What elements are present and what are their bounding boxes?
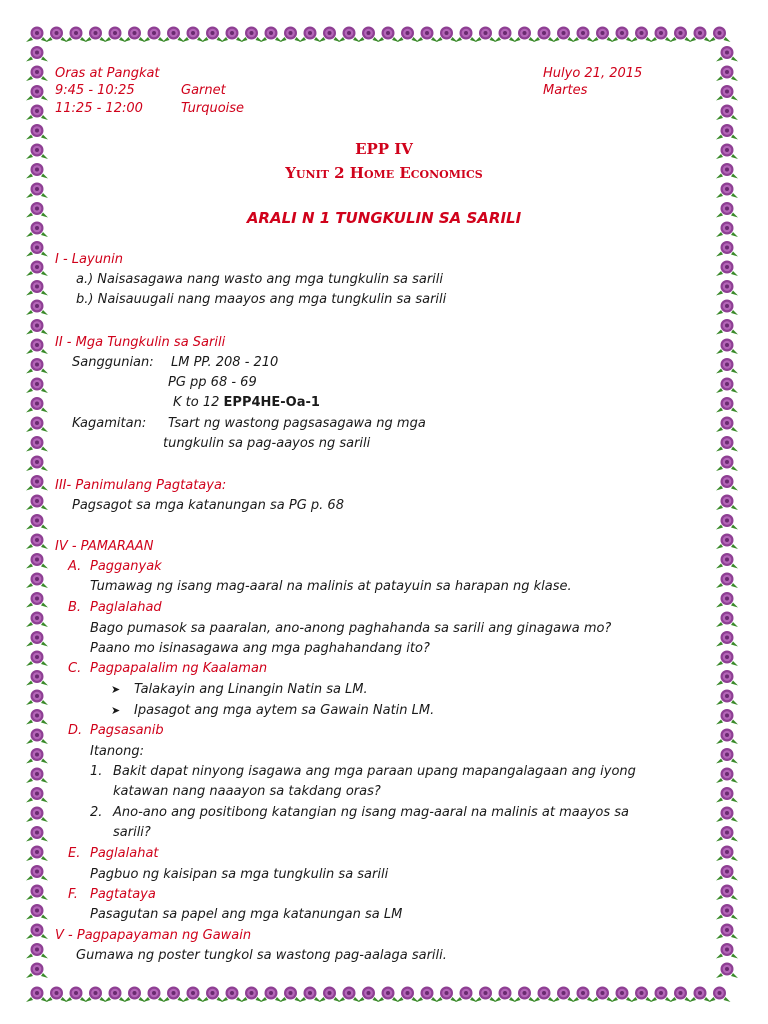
rose-icon xyxy=(26,66,48,82)
rose-icon xyxy=(716,241,738,257)
step-c-label: C. xyxy=(68,661,82,676)
rose-icon xyxy=(494,27,516,43)
rose-icon xyxy=(397,27,419,43)
rose-icon xyxy=(553,27,575,43)
rose-icon xyxy=(26,241,48,257)
section5-heading: V - Pagpapayaman ng Gawain xyxy=(55,928,252,943)
rose-icon xyxy=(26,963,48,979)
rose-icon xyxy=(716,339,738,355)
question-2-line1: Ano-ano ang positibong katangian ng isang mag-aaral na malinis at maayos sa xyxy=(113,805,629,820)
rose-icon xyxy=(182,987,204,1003)
rose-icon xyxy=(716,885,738,901)
rose-icon xyxy=(26,807,48,823)
step-a-text: Tumawag ng isang mag-aaral na malinis at patayuin sa harapan ng klase. xyxy=(90,579,572,594)
rose-icon xyxy=(26,768,48,784)
step-f-title: Pagtataya xyxy=(90,887,156,902)
rose-icon xyxy=(26,475,48,491)
rose-icon xyxy=(572,987,594,1003)
rose-icon xyxy=(338,27,360,43)
rose-icon xyxy=(26,904,48,920)
unit-title: Yunit 2 Home Economics xyxy=(285,164,483,182)
rose-icon xyxy=(650,987,672,1003)
rose-icon xyxy=(716,183,738,199)
rose-icon xyxy=(358,27,380,43)
rose-icon xyxy=(716,690,738,706)
rose-icon xyxy=(716,592,738,608)
question-2-line2: sarili? xyxy=(113,825,151,840)
rose-icon xyxy=(26,495,48,511)
step-d-ask: Itanong: xyxy=(90,744,144,759)
rose-icon xyxy=(670,987,692,1003)
slot1-group: Garnet xyxy=(181,83,226,98)
rose-icon xyxy=(455,987,477,1003)
rose-icon xyxy=(85,27,107,43)
section5-text: Gumawa ng poster tungkol sa wastong pag-aalaga sarili. xyxy=(76,948,447,963)
rose-icon xyxy=(26,183,48,199)
reference-label: Sanggunian: xyxy=(72,355,154,370)
rose-icon xyxy=(260,987,282,1003)
rose-icon xyxy=(716,261,738,277)
rose-icon xyxy=(716,280,738,296)
rose-icon xyxy=(436,27,458,43)
rose-icon xyxy=(716,670,738,686)
rose-icon xyxy=(709,27,731,43)
rose-icon xyxy=(26,651,48,667)
rose-icon xyxy=(280,987,302,1003)
rose-icon xyxy=(26,846,48,862)
rose-icon xyxy=(26,573,48,589)
rose-icon xyxy=(46,27,68,43)
rose-icon xyxy=(689,987,711,1003)
rose-icon xyxy=(143,987,165,1003)
slot1-time: 9:45 - 10:25 xyxy=(55,83,135,98)
rose-icon xyxy=(26,826,48,842)
reference-k12-prefix: K to 12 xyxy=(173,395,220,410)
rose-icon xyxy=(416,987,438,1003)
rose-icon xyxy=(260,27,282,43)
question-1-line2: katawan nang naaayon sa takdang oras? xyxy=(113,784,381,799)
rose-icon xyxy=(716,456,738,472)
rose-icon xyxy=(299,987,321,1003)
rose-icon xyxy=(319,987,341,1003)
rose-icon xyxy=(124,987,146,1003)
bullet-arrow-icon: ➤ xyxy=(111,704,121,717)
rose-icon xyxy=(26,319,48,335)
rose-icon xyxy=(202,987,224,1003)
rose-icon xyxy=(124,27,146,43)
step-c-bullet1: Talakayin ang Linangin Natin sa LM. xyxy=(134,682,368,697)
rose-icon xyxy=(65,27,87,43)
step-b-title: Paglalahad xyxy=(90,600,162,615)
rose-icon xyxy=(716,768,738,784)
rose-icon xyxy=(716,514,738,530)
rose-icon xyxy=(716,358,738,374)
rose-icon xyxy=(163,987,185,1003)
rose-icon xyxy=(26,514,48,530)
rose-icon xyxy=(716,534,738,550)
step-e-label: E. xyxy=(68,846,81,861)
objective-b: b.) Naisauugali nang maayos ang mga tungkulin sa sarili xyxy=(76,292,447,307)
reference-k12-code: EPP4HE-Oa-1 xyxy=(223,395,320,410)
step-a-title: Pagganyak xyxy=(90,559,162,574)
rose-icon xyxy=(475,987,497,1003)
rose-icon xyxy=(494,987,516,1003)
schedule-label: Oras at Pangkat xyxy=(55,66,160,81)
materials-line2: tungkulin sa pag-aayos ng sarili xyxy=(163,436,371,451)
rose-icon xyxy=(716,417,738,433)
step-b-text1: Bago pumasok sa paaralan, ano-anong paghahanda sa sarili ang ginagawa mo? xyxy=(90,621,612,636)
section1-heading: I - Layunin xyxy=(55,252,124,267)
lesson-title: ARALI N 1 TUNGKULIN SA SARILI xyxy=(246,209,522,227)
section3-text: Pagsagot sa mga katanungan sa PG p. 68 xyxy=(72,498,344,513)
rose-icon xyxy=(26,670,48,686)
bullet-arrow-icon: ➤ xyxy=(111,683,121,696)
rose-icon xyxy=(377,27,399,43)
rose-icon xyxy=(670,27,692,43)
rose-icon xyxy=(716,807,738,823)
section3-heading: III- Panimulang Pagtataya: xyxy=(55,478,227,493)
section4-heading: IV - PAMARAAN xyxy=(55,539,154,554)
rose-icon xyxy=(26,729,48,745)
rose-icon xyxy=(299,27,321,43)
rose-icon xyxy=(716,573,738,589)
rose-icon xyxy=(104,27,126,43)
step-b-label: B. xyxy=(68,600,82,615)
rose-icon xyxy=(26,300,48,316)
rose-icon xyxy=(514,987,536,1003)
rose-icon xyxy=(143,27,165,43)
rose-icon xyxy=(716,66,738,82)
rose-icon xyxy=(455,27,477,43)
rose-icon xyxy=(26,865,48,881)
step-a-label: A. xyxy=(68,559,82,574)
step-d-title: Pagsasanib xyxy=(90,723,164,738)
rose-icon xyxy=(26,397,48,413)
rose-icon xyxy=(26,456,48,472)
reference-lm: LM PP. 208 - 210 xyxy=(171,355,279,370)
rose-icon xyxy=(104,987,126,1003)
rose-icon xyxy=(716,46,738,62)
rose-icon xyxy=(26,534,48,550)
step-e-title: Paglalahat xyxy=(90,846,159,861)
rose-icon xyxy=(716,378,738,394)
rose-icon xyxy=(26,339,48,355)
rose-icon xyxy=(26,358,48,374)
rose-icon xyxy=(26,592,48,608)
rose-icon xyxy=(716,748,738,764)
rose-icon xyxy=(631,27,653,43)
step-f-label: F. xyxy=(68,887,78,902)
rose-icon xyxy=(716,826,738,842)
lesson-date: Hulyo 21, 2015 xyxy=(543,66,643,81)
rose-icon xyxy=(221,987,243,1003)
rose-icon xyxy=(716,729,738,745)
step-c-title: Pagpapalalim ng Kaalaman xyxy=(90,661,268,676)
materials-line1: Tsart ng wastong pagsasagawa ng mga xyxy=(168,416,426,431)
rose-icon xyxy=(716,300,738,316)
rose-icon xyxy=(716,436,738,452)
rose-icon xyxy=(716,553,738,569)
rose-icon xyxy=(241,27,263,43)
rose-icon xyxy=(416,27,438,43)
step-b-text2: Paano mo isinasagawa ang mga paghahandang ito? xyxy=(90,641,430,656)
reference-k12 xyxy=(173,395,320,411)
rose-icon xyxy=(280,27,302,43)
rose-icon xyxy=(358,987,380,1003)
question-1-line1: Bakit dapat ninyong isagawa ang mga paraan upang mapangalagaan ang iyong xyxy=(113,764,636,779)
rose-icon xyxy=(716,85,738,101)
step-d-label: D. xyxy=(68,723,83,738)
rose-icon xyxy=(26,885,48,901)
lesson-day: Martes xyxy=(543,83,588,98)
rose-icon xyxy=(26,612,48,628)
rose-icon xyxy=(26,748,48,764)
rose-icon xyxy=(716,846,738,862)
rose-icon xyxy=(716,495,738,511)
rose-icon xyxy=(338,987,360,1003)
rose-icon xyxy=(716,319,738,335)
objective-a: a.) Naisasagawa nang wasto ang mga tungkulin sa sarili xyxy=(76,272,444,287)
rose-icon xyxy=(716,963,738,979)
rose-icon xyxy=(26,924,48,940)
rose-icon xyxy=(26,690,48,706)
step-e-text: Pagbuo ng kaisipan sa mga tungkulin sa sarili xyxy=(90,867,389,882)
rose-icon xyxy=(436,987,458,1003)
rose-icon xyxy=(202,27,224,43)
slot2-group: Turquoise xyxy=(181,101,245,116)
rose-icon xyxy=(592,27,614,43)
rose-icon xyxy=(182,27,204,43)
rose-icon xyxy=(716,651,738,667)
rose-icon xyxy=(611,987,633,1003)
rose-icon xyxy=(65,987,87,1003)
rose-icon xyxy=(650,27,672,43)
rose-icon xyxy=(716,787,738,803)
rose-icon xyxy=(716,904,738,920)
question-2-number: 2. xyxy=(90,805,103,820)
rose-icon xyxy=(716,124,738,140)
rose-icon xyxy=(514,27,536,43)
rose-icon xyxy=(572,27,594,43)
rose-icon xyxy=(26,85,48,101)
slot2-time: 11:25 - 12:00 xyxy=(55,101,143,116)
rose-icon xyxy=(716,612,738,628)
rose-icon xyxy=(716,105,738,121)
rose-icon xyxy=(26,417,48,433)
rose-icon xyxy=(397,987,419,1003)
rose-icon xyxy=(475,27,497,43)
rose-icon xyxy=(26,709,48,725)
rose-icon xyxy=(46,987,68,1003)
rose-icon xyxy=(26,553,48,569)
rose-icon xyxy=(26,261,48,277)
step-c-bullet2: Ipasagot ang mga aytem sa Gawain Natin LM. xyxy=(134,703,435,718)
rose-icon xyxy=(26,105,48,121)
rose-icon xyxy=(716,709,738,725)
step-f-text: Pasagutan sa papel ang mga katanungan sa LM xyxy=(90,907,403,922)
rose-icon xyxy=(26,787,48,803)
rose-icon xyxy=(716,397,738,413)
rose-icon xyxy=(716,924,738,940)
rose-icon xyxy=(553,987,575,1003)
rose-icon xyxy=(163,27,185,43)
rose-icon xyxy=(716,943,738,959)
rose-icon xyxy=(716,865,738,881)
rose-icon xyxy=(319,27,341,43)
rose-icon xyxy=(533,27,555,43)
rose-icon xyxy=(241,987,263,1003)
rose-icon xyxy=(26,27,48,43)
rose-icon xyxy=(377,987,399,1003)
rose-icon xyxy=(221,27,243,43)
question-1-number: 1. xyxy=(90,764,103,779)
rose-icon xyxy=(26,631,48,647)
rose-icon xyxy=(26,943,48,959)
section2-heading: II - Mga Tungkulin sa Sarili xyxy=(55,335,226,350)
rose-icon xyxy=(26,378,48,394)
rose-icon xyxy=(716,475,738,491)
rose-icon xyxy=(592,987,614,1003)
rose-icon xyxy=(533,987,555,1003)
rose-icon xyxy=(26,436,48,452)
rose-icon xyxy=(611,27,633,43)
materials-label: Kagamitan: xyxy=(72,416,147,431)
subject-title: EPP IV xyxy=(355,140,413,158)
rose-icon xyxy=(631,987,653,1003)
rose-icon xyxy=(26,280,48,296)
rose-icon xyxy=(26,987,48,1003)
rose-icon xyxy=(689,27,711,43)
reference-pg: PG pp 68 - 69 xyxy=(168,375,257,390)
rose-icon xyxy=(85,987,107,1003)
rose-icon xyxy=(26,124,48,140)
rose-icon xyxy=(26,46,48,62)
rose-icon xyxy=(716,631,738,647)
rose-icon xyxy=(709,987,731,1003)
